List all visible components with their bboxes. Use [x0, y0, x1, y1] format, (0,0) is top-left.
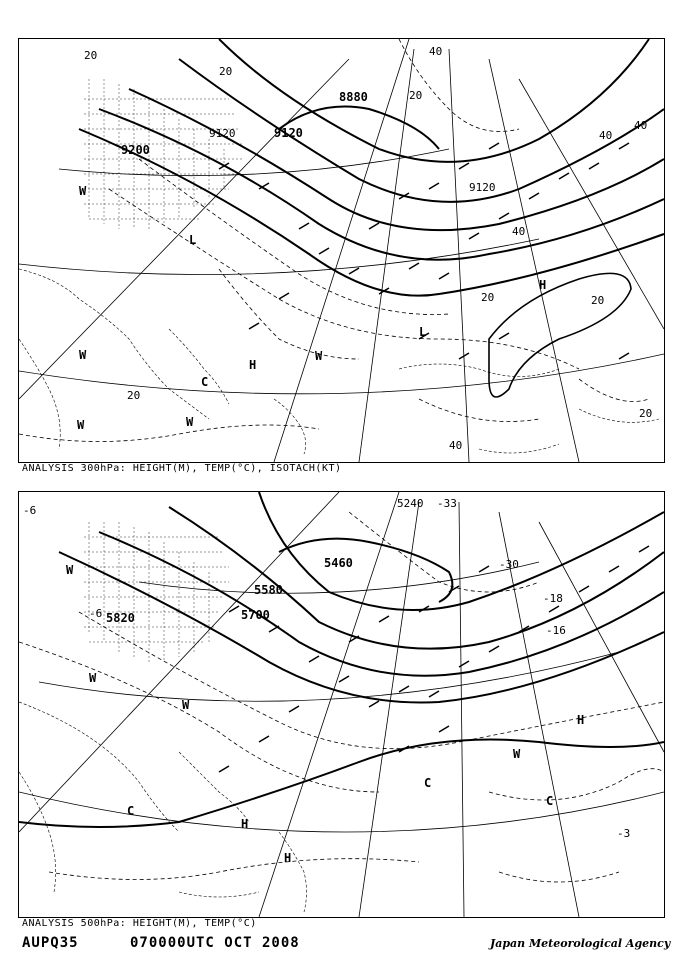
agency-credit: Japan Meteorological Agency — [490, 937, 671, 950]
temp-label-7: -6 — [89, 607, 103, 620]
isotach-label-7: 20 — [591, 294, 605, 307]
height-label-4: 9120 — [469, 181, 496, 194]
height-label-5: 5240 — [397, 497, 424, 510]
isotach-label-12: 20 — [84, 49, 98, 62]
cold-center-3: C — [546, 794, 554, 808]
latitude-lines — [19, 149, 664, 394]
height-label-5: 9120 — [209, 127, 236, 140]
cold-center: C — [201, 375, 209, 389]
warm-center-3: W — [182, 698, 190, 712]
isotach-label-3: 20 — [219, 65, 233, 78]
valid-time: 070000UTC OCT 2008 — [130, 935, 300, 951]
isotach-label-8: 20 — [127, 389, 141, 402]
temp-label-3: -18 — [543, 592, 563, 605]
high-center-east: H — [539, 278, 547, 292]
high-center-3: H — [284, 851, 292, 865]
isotach-label-5: 40 — [512, 225, 526, 238]
height-label-3: 5700 — [241, 608, 270, 622]
high-center-1: H — [241, 817, 249, 831]
warm-center-4: W — [77, 418, 85, 432]
warm-center-5: W — [186, 415, 194, 429]
height-label-4: 5820 — [106, 611, 135, 625]
hatched-region — [84, 522, 229, 662]
height-contours — [79, 39, 664, 296]
coastlines — [19, 269, 659, 454]
warm-center-1: W — [66, 563, 74, 577]
height-label-2: 5580 — [254, 583, 283, 597]
warm-center-1: W — [79, 184, 87, 198]
height-label-3: 9200 — [121, 143, 150, 157]
wind-barbs — [219, 546, 649, 772]
map-500hpa-canvas — [19, 492, 664, 917]
temp-label-1: -6 — [23, 504, 37, 517]
chart-code: AUPQ35 — [22, 935, 79, 951]
height-contours — [19, 492, 664, 827]
temp-label-2: -30 — [499, 558, 519, 571]
isotach-label-10: 40 — [449, 439, 463, 452]
isotach-label-9: 20 — [639, 407, 653, 420]
isotach-label-1: 40 — [429, 45, 443, 58]
caption-300hpa: ANALYSIS 300hPa: HEIGHT(M), TEMP(°C), ISOTACH(KT) — [22, 463, 342, 474]
high-center-south: H — [249, 358, 257, 372]
warm-center-4: W — [513, 747, 521, 761]
isotach-label-11: 20 — [409, 89, 423, 102]
map-panel-300hpa — [18, 38, 665, 463]
high-center-2: H — [577, 713, 585, 727]
cold-center-1: C — [424, 776, 432, 790]
low-center-west: L — [189, 233, 197, 247]
latitude-lines — [19, 562, 664, 832]
map-panel-500hpa — [18, 491, 665, 918]
cold-center-2: C — [127, 804, 135, 818]
map-300hpa-canvas — [19, 39, 664, 462]
height-label-2: 8880 — [339, 90, 368, 104]
warm-center-2: W — [89, 671, 97, 685]
isotach-label-6: 20 — [481, 291, 495, 304]
temp-label-6: -3 — [617, 827, 631, 840]
coastlines — [19, 702, 307, 912]
temp-label-4: -16 — [546, 624, 566, 637]
warm-center-3: W — [315, 349, 323, 363]
isotach-label-4: 40 — [634, 119, 648, 132]
height-label-1: 5460 — [324, 556, 353, 570]
isotach-label-2: 40 — [599, 129, 613, 142]
hatched-region — [84, 79, 244, 229]
low-center-south: L — [419, 325, 427, 339]
warm-center-2: W — [79, 348, 87, 362]
caption-500hpa: ANALYSIS 500hPa: HEIGHT(M), TEMP(°C) — [22, 918, 257, 929]
temp-label-5: -33 — [437, 497, 457, 510]
height-label-1: 9120 — [274, 126, 303, 140]
